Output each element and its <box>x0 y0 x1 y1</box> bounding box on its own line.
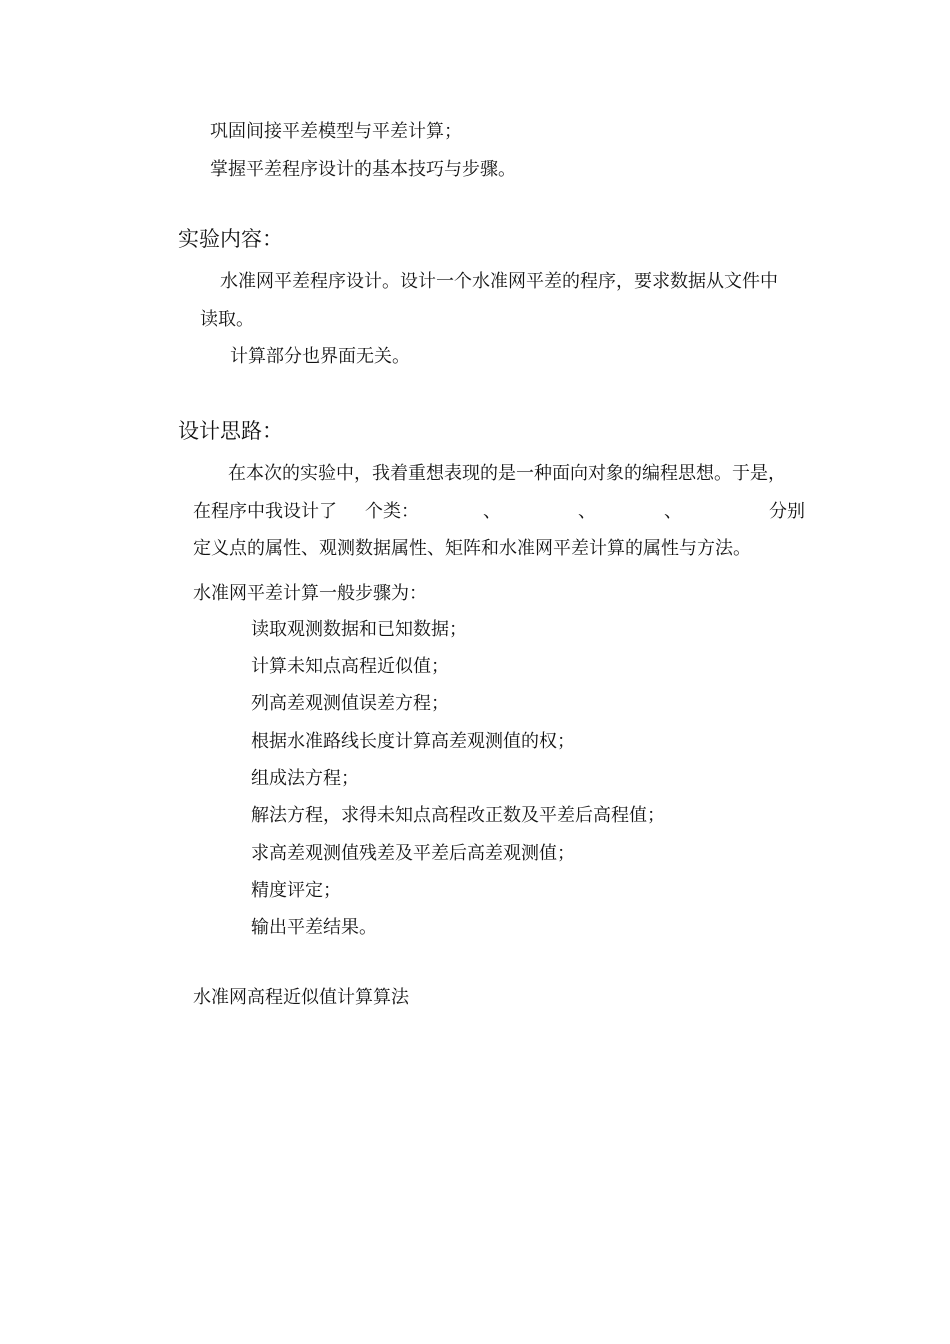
algorithm-heading: 水准网高程近似值计算算法 <box>193 987 409 1008</box>
step-item: 组成法方程； <box>251 768 359 789</box>
design-line-2-part-2: 个类： <box>365 501 419 522</box>
step-item: 解法方程，求得未知点高程改正数及平差后高程值； <box>251 805 665 826</box>
step-item: 计算未知点高程近似值； <box>251 656 449 677</box>
design-heading: 设计思路： <box>178 419 283 443</box>
design-line-2-separator-3: 、 <box>664 501 682 522</box>
content-paragraph-line-2: 读取。 <box>200 309 254 330</box>
design-paragraph-line-3: 定义点的属性、观测数据属性、矩阵和水准网平差计算的属性与方法。 <box>193 538 751 559</box>
design-line-2-part-3: 分别 <box>769 501 805 522</box>
design-line-2-part-1: 在程序中我设计了 <box>193 501 337 522</box>
design-line-2-separator-1: 、 <box>483 501 501 522</box>
design-line-2-separator-2: 、 <box>578 501 596 522</box>
step-item: 根据水准路线长度计算高差观测值的权； <box>251 731 575 752</box>
content-paragraph-line-1: 水准网平差程序设计。设计一个水准网平差的程序，要求数据从文件中 <box>220 271 778 292</box>
step-item: 读取观测数据和已知数据； <box>251 619 467 640</box>
objective-1: 巩固间接平差模型与平差计算； <box>210 121 462 142</box>
step-item: 精度评定； <box>251 880 341 901</box>
step-item: 输出平差结果。 <box>251 917 377 938</box>
steps-intro: 水准网平差计算一般步骤为： <box>193 583 427 604</box>
objective-2: 掌握平差程序设计的基本技巧与步骤。 <box>210 159 516 180</box>
content-heading: 实验内容： <box>178 227 283 251</box>
step-item: 求高差观测值残差及平差后高差观测值； <box>251 843 575 864</box>
step-item: 列高差观测值误差方程； <box>251 693 449 714</box>
design-paragraph-line-1: 在本次的实验中，我着重想表现的是一种面向对象的编程思想。于是， <box>228 463 786 484</box>
content-paragraph-2: 计算部分也界面无关。 <box>230 346 410 367</box>
